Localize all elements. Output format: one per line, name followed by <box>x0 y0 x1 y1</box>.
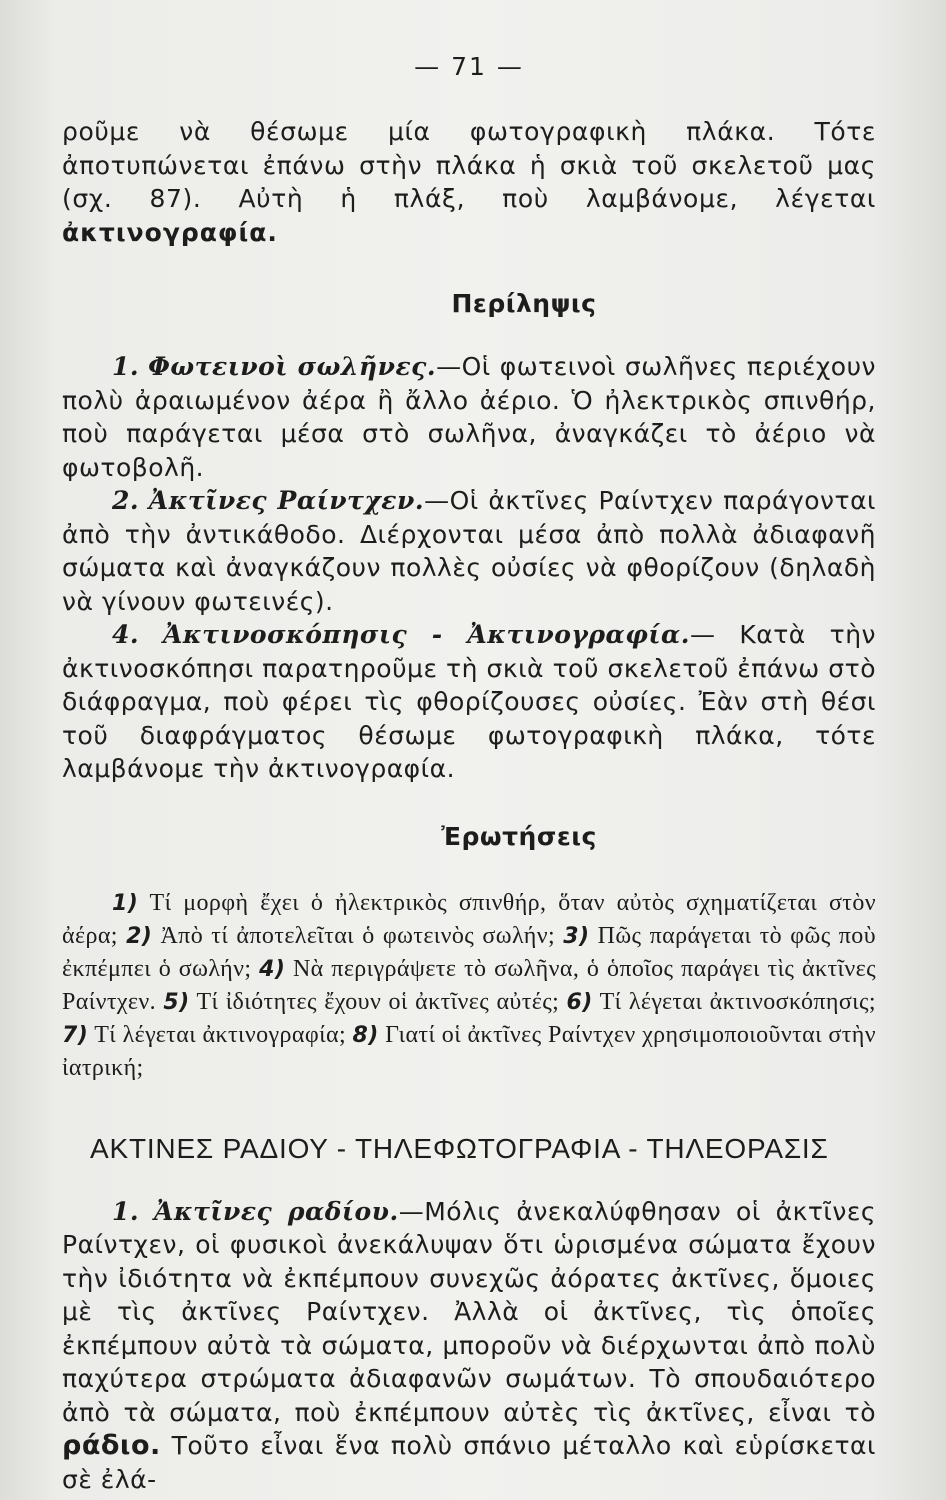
question-2-text: Ἀπὸ τί ἀποτελεῖται ὁ φωτεινὸς σωλήν; <box>152 922 564 949</box>
question-4-num: 4) <box>259 956 286 982</box>
question-3-text: Πῶς παράγεται τὸ φῶς ποὺ ἐκπέμπει ὁ σωλήν; <box>62 922 876 982</box>
summary-item-3-num: 4. <box>112 620 140 649</box>
summary-item-2-num: 2. <box>112 486 140 515</box>
summary-heading: Περίληψις <box>451 289 597 318</box>
question-6-text: Τί λέγεται ἀκτινοσκόπησις; <box>592 988 876 1015</box>
question-6-num: 6) <box>566 989 593 1015</box>
section-title: ΑΚΤΙΝΕΣ ΡΑΔΙΟΥ - ΤΗΛΕΦΩΤΟΓΡΑΦΙΑ - ΤΗΛΕΟΡΑΣΙΣ <box>90 1132 829 1164</box>
question-7-text: Τί λέγεται ἀκτινογραφία; <box>88 1021 353 1048</box>
summary-item-2-term: Ἀκτῖνες Ραίντχεν. <box>148 486 425 515</box>
question-7-num: 7) <box>62 1022 89 1048</box>
question-8-text: Γιατί οἱ ἀκτῖνες Ραίντχεν χρησιμοποιοῦνται στὴν ἰατρική; <box>62 1021 876 1081</box>
question-1-text: Τί μορφὴ ἔχει ὁ ἠλεκτρικὸς σπινθήρ, ὅταν αὐτὸς σχηματίζεται στὸν ἀέρα; <box>62 889 876 949</box>
summary-item-1 <box>62 350 876 484</box>
page-number: — 71 — <box>414 52 524 81</box>
summary-item-2 <box>62 484 876 618</box>
question-5-text: Τί ἰδιότητες ἔχουν οἱ ἀκτῖνες αὐτές; <box>189 988 567 1015</box>
summary-item-1-term: Φωτεινοὶ σωλῆνες. <box>148 352 437 381</box>
question-4-text: Νὰ περιγράψετε τὸ σωλῆνα, ὁ ὁποῖος παράγει τὶς ἀκτῖνες Ραίντχεν. <box>62 955 876 1015</box>
section-item-1-text-before: —Μόλις ἀνεκαλύφθησαν οἱ ἀκτῖνες Ραίντχεν, οἱ φυσικοὶ ἀνεκάλυψαν ὅτι ὡρισμένα σώματα ἔχουν τὴν ἰδιότητα νὰ ἐκπέμπουν συνεχῶς ἀόρατες ἀκτῖνες, ὅμοιες μὲ τὶς ἀκτῖνες Ραίντχεν. Ἀλλὰ οἱ ἀκτῖνες, τὶς ὁποῖες ἐκπέμπουν αὐτὰ τὰ σώματα, μποροῦν νὰ διέρχωνται ἀπὸ πολὺ παχύτερα στρώματα ἀδιαφανῶν σωμάτων. Τὸ σπουδαιότερο ἀπὸ τὰ σώματα, ποὺ ἐκπέμπουν αὐτὲς τὶς ἀκτῖνες, εἶναι τὸ <box>62 1196 877 1427</box>
summary-item-1-num: 1. <box>112 352 140 381</box>
section-item-1-text-after: Τοῦτο εἶναι ἕνα πολὺ σπάνιο μέταλλο καὶ εὑρίσκεται σὲ ἐλά- <box>62 1431 876 1494</box>
section-item-1 <box>62 1195 876 1497</box>
summary-item-3-text: — Κατὰ τὴν ἀκτινοσκόπησι παρατηροῦμε τὴ σκιὰ τοῦ σκελετοῦ ἐπάνω στὸ διάφραγμα, ποὺ φέρει τὶς φθορίζουσες οὐσίες. Ἐὰν στὴ θέσι τοῦ διαφράγματος θέσωμε φωτογραφικὴ πλάκα, τότε λαμβάνομε τὴν ἀκτινογραφία. <box>62 620 877 783</box>
questions-paragraph <box>62 887 876 1085</box>
section-item-1-num: 1. <box>112 1196 140 1226</box>
intro-keyword: ἀκτινογραφία. <box>62 217 278 247</box>
summary-item-3 <box>62 618 876 786</box>
question-5-num: 5) <box>163 989 190 1015</box>
question-1-num: 1) <box>112 890 139 916</box>
summary-item-2-text: —Οἱ ἀκτῖνες Ραίντχεν παράγονται ἀπὸ τὴν ἀντικάθοδο. Διέρχονται μέσα ἀπὸ πολλὰ ἀδιαφανῆ σώματα καὶ ἀναγκάζουν πολλὲς οὐσίες νὰ φθορίζουν (δηλαδὴ νὰ γίνουν φωτεινές). <box>62 486 877 616</box>
intro-text: ροῦμε νὰ θέσωμε μία φωτογραφικὴ πλάκα. Τότε ἀποτυπώνεται ἐπάνω στὴν πλάκα ἡ σκιὰ τοῦ σκελετοῦ μας (σχ. 87). Αὐτὴ ἡ πλάξ, ποὺ λαμβάνομε, λέγεται <box>62 117 876 213</box>
questions-heading: Ἐρωτήσεις <box>441 821 597 851</box>
question-2-num: 2) <box>126 923 153 949</box>
question-3-num: 3) <box>563 923 590 949</box>
section-item-1-term: Ἀκτῖνες ραδίου. <box>153 1196 399 1226</box>
section-item-1-keyword: ράδιο. <box>62 1430 161 1461</box>
intro-paragraph <box>62 115 876 249</box>
summary-item-1-text: —Οἱ φωτεινοὶ σωλῆνες περιέχουν πολὺ ἀραιωμένον ἀέρα ἢ ἄλλο ἀέριο. Ὁ ἠλεκτρικὸς σπινθήρ, ποὺ παράγεται μέσα στὸ σωλῆνα, ἀναγκάζει τὸ ἀέριο νὰ φωτοβολῆ. <box>62 352 877 482</box>
summary-item-3-term: Ἀκτινοσκόπησις - Ἀκτινογραφία. <box>163 620 690 649</box>
question-8-num: 8) <box>352 1022 379 1048</box>
